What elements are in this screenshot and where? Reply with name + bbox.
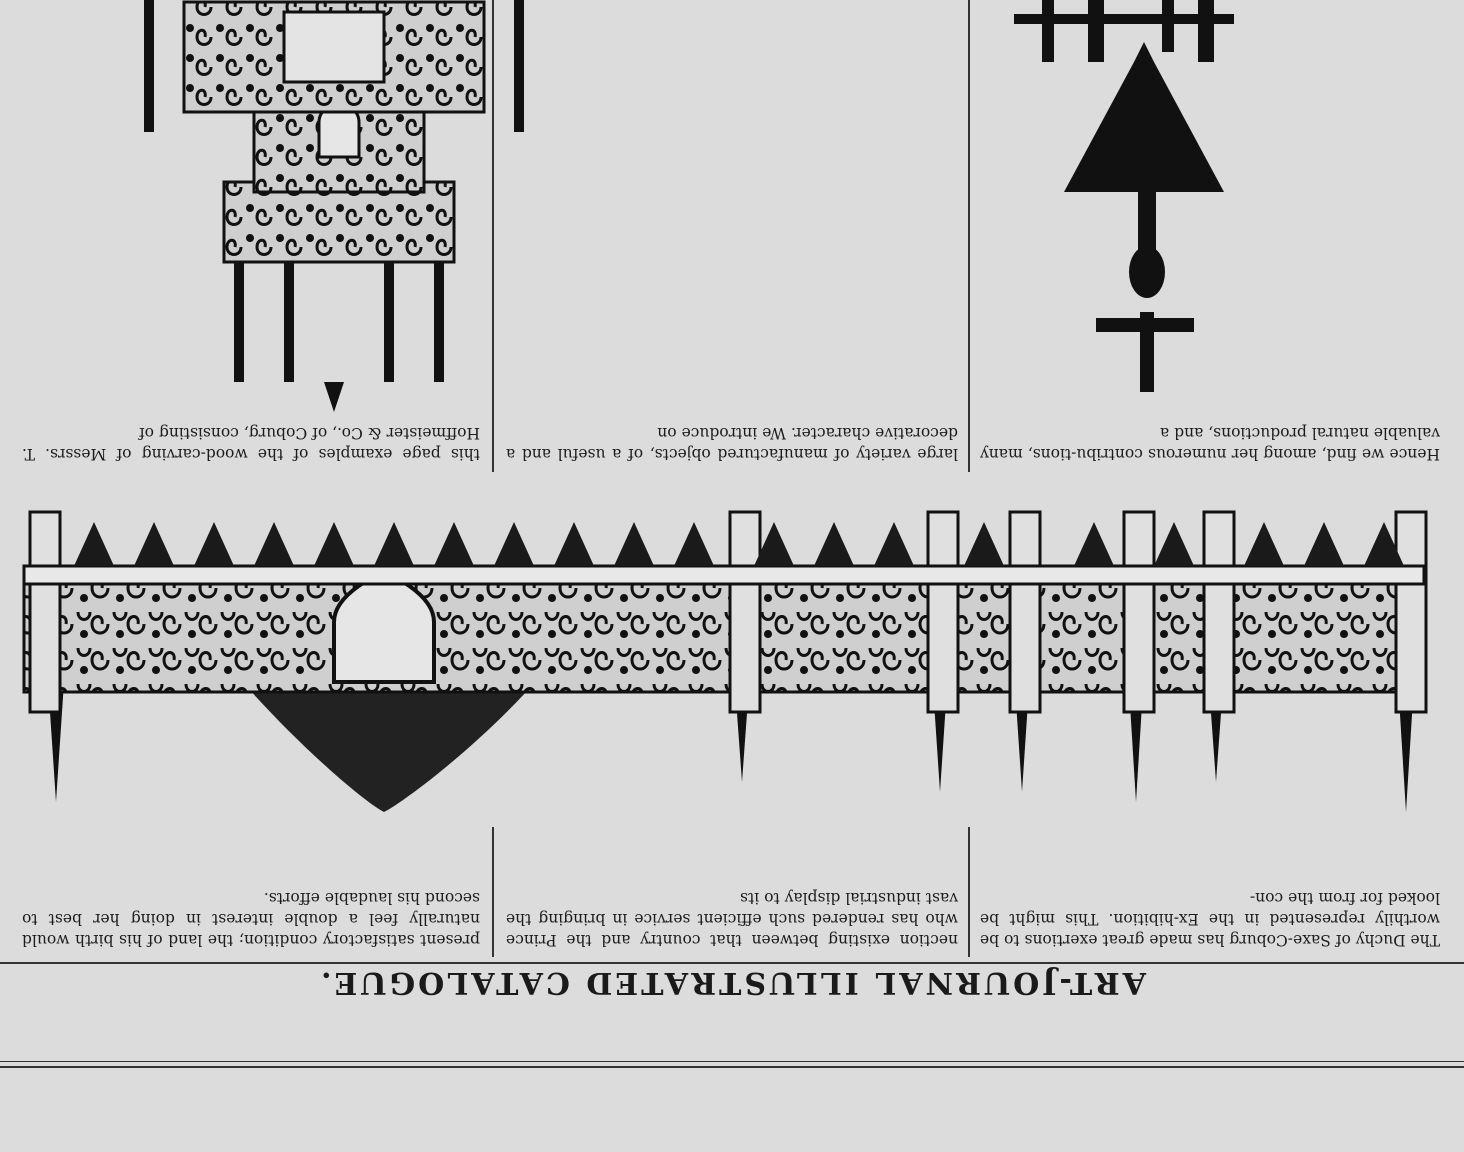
paragraph-col-3: present satisfactory condition; the land of his birth would naturally feel a double interest in doing her best to second his laudable efforts. [22,889,480,949]
page-title: ART-JOURNAL ILLUSTRATED CATALOGUE. [318,965,1146,1000]
column-divider [968,0,970,472]
header-rule [0,1061,1464,1062]
gothic-pendant [994,0,1294,392]
paragraph-col-2: nection existing between that country and the Prince who has rendered such efficient service in bringing the vast industrial display to its [506,889,958,949]
hanging-lantern [124,0,544,412]
paragraph-col-3-continued: this page examples of the wood-carving of Messrs. T. Hoffmeister & Co., of Coburg, consisting of [22,424,480,463]
paragraph-col-1-continued: Hence we find, among her numerous contribu-tions, many valuable natural productions, and a [980,424,1440,463]
header-rule [0,1066,1464,1068]
gothic-carved-cornice [14,482,1444,822]
column-divider [492,827,494,957]
column-divider [968,827,970,957]
paragraph-col-2-continued: large variety of manufactured objects, of a useful and a decorative character. We introduce on [506,424,958,463]
header-rule [0,962,1464,964]
paragraph-col-1: The Duchy of Saxe-Coburg has made great exertions to be worthily represented in the Ex-hibition. This might be looked for from the con- [980,889,1440,949]
